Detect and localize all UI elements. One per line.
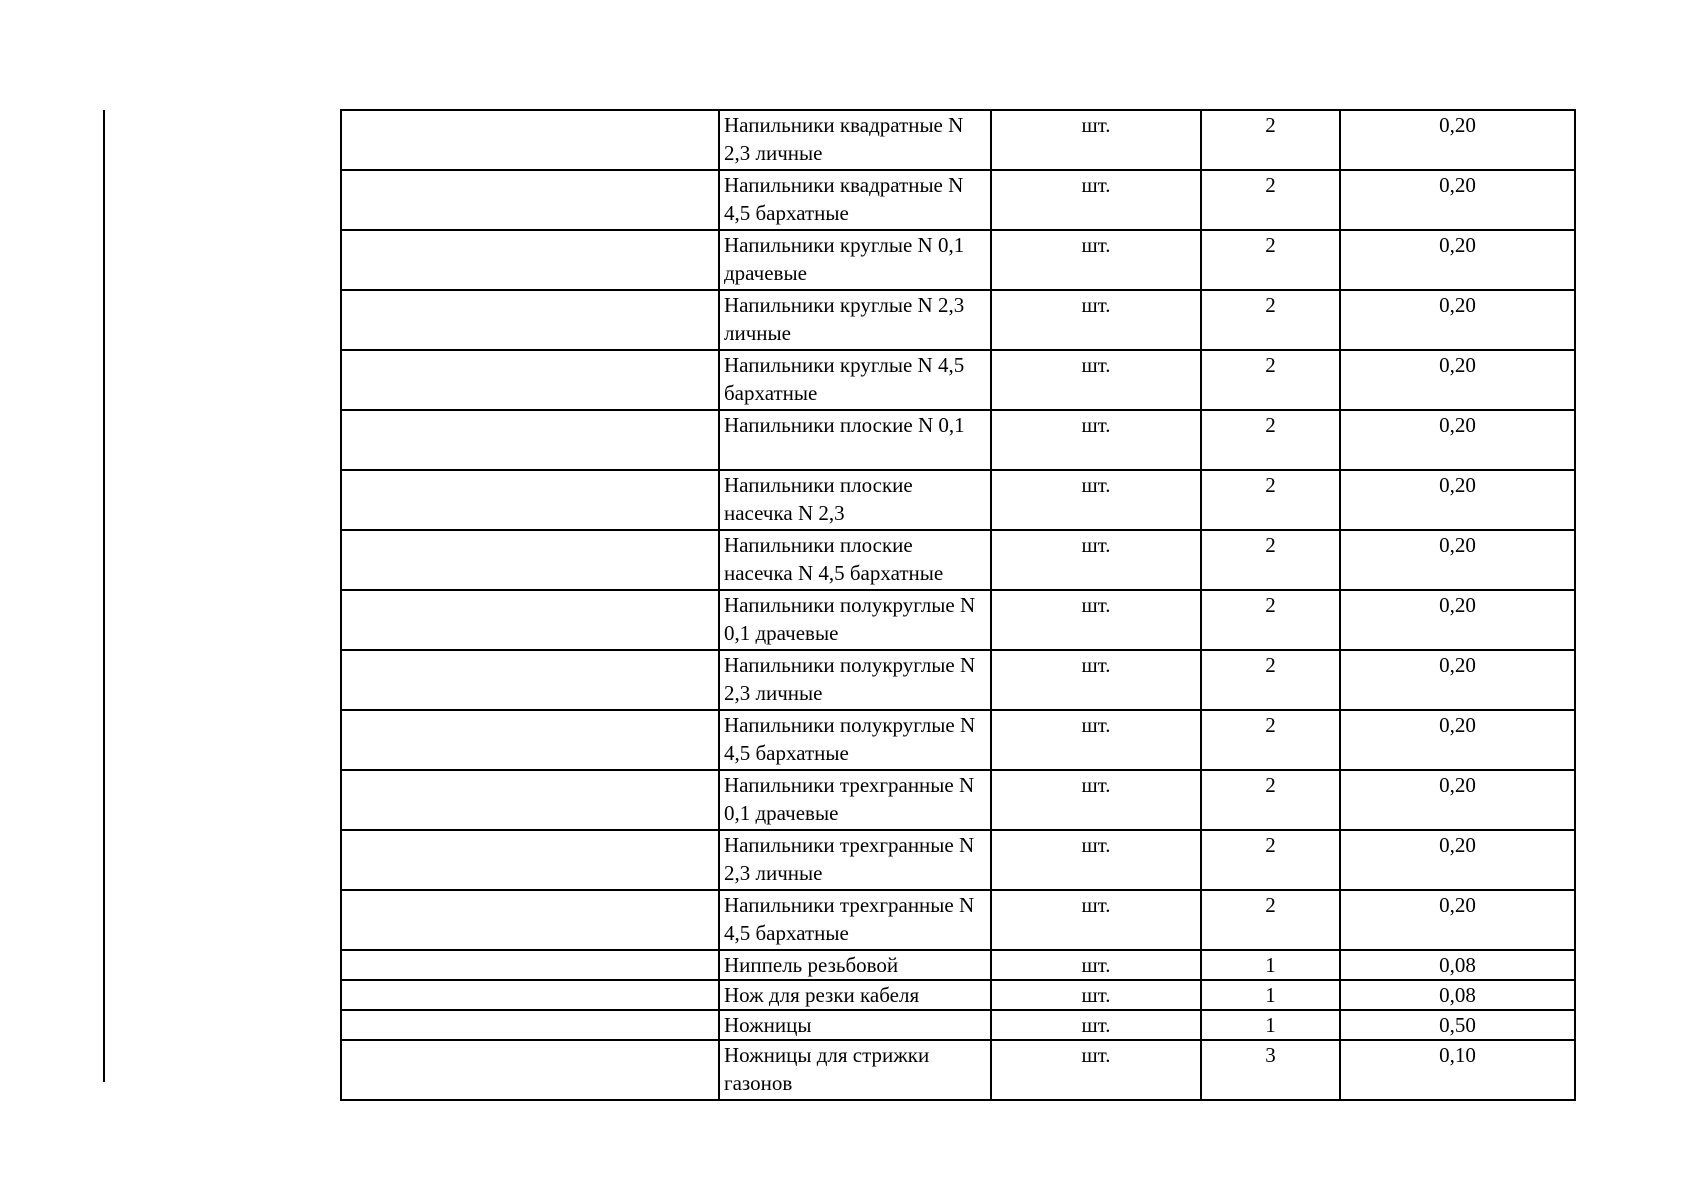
unit-cell: шт. xyxy=(991,350,1201,410)
quantity-cell: 1 xyxy=(1201,980,1340,1010)
unit-cell: шт. xyxy=(991,590,1201,650)
quantity-cell: 1 xyxy=(1201,950,1340,980)
quantity-cell: 2 xyxy=(1201,410,1340,470)
item-name-cell: Ножницы xyxy=(719,1010,991,1040)
blank-cell xyxy=(341,590,719,650)
blank-cell xyxy=(341,770,719,830)
blank-cell xyxy=(341,890,719,950)
inventory-table xyxy=(340,109,1576,1101)
table-row xyxy=(341,530,1575,590)
table-row xyxy=(341,410,1575,470)
unit-cell: шт. xyxy=(991,1040,1201,1100)
table-row xyxy=(341,650,1575,710)
blank-cell xyxy=(341,110,719,170)
item-name-cell: Напильники круглые N 2,3 личные xyxy=(719,290,991,350)
unit-cell: шт. xyxy=(991,110,1201,170)
table-row xyxy=(341,950,1575,980)
unit-cell: шт. xyxy=(991,890,1201,950)
value-cell: 0,20 xyxy=(1340,830,1575,890)
quantity-cell: 2 xyxy=(1201,230,1340,290)
left-margin-rule xyxy=(103,110,105,1082)
quantity-cell: 2 xyxy=(1201,890,1340,950)
blank-cell xyxy=(341,410,719,470)
item-name-cell: Напильники трехгранные N 2,3 личные xyxy=(719,830,991,890)
quantity-cell: 2 xyxy=(1201,830,1340,890)
blank-cell xyxy=(341,1010,719,1040)
item-name-cell: Напильники круглые N 4,5 бархатные xyxy=(719,350,991,410)
table-row xyxy=(341,290,1575,350)
unit-cell: шт. xyxy=(991,410,1201,470)
table-row xyxy=(341,230,1575,290)
value-cell: 0,20 xyxy=(1340,770,1575,830)
blank-cell xyxy=(341,230,719,290)
value-cell: 0,20 xyxy=(1340,170,1575,230)
value-cell: 0,20 xyxy=(1340,230,1575,290)
unit-cell: шт. xyxy=(991,530,1201,590)
item-name-cell: Напильники трехгранные N 4,5 бархатные xyxy=(719,890,991,950)
table-row xyxy=(341,110,1575,170)
blank-cell xyxy=(341,170,719,230)
table-row xyxy=(341,710,1575,770)
quantity-cell: 2 xyxy=(1201,110,1340,170)
table-row xyxy=(341,350,1575,410)
unit-cell: шт. xyxy=(991,290,1201,350)
quantity-cell: 2 xyxy=(1201,710,1340,770)
unit-cell: шт. xyxy=(991,710,1201,770)
blank-cell xyxy=(341,830,719,890)
value-cell: 0,20 xyxy=(1340,410,1575,470)
item-name-cell: Ножницы для стрижки газонов xyxy=(719,1040,991,1100)
value-cell: 0,20 xyxy=(1340,470,1575,530)
value-cell: 0,20 xyxy=(1340,650,1575,710)
item-name-cell: Напильники квадратные N 2,3 личные xyxy=(719,110,991,170)
quantity-cell: 2 xyxy=(1201,590,1340,650)
table-row xyxy=(341,1010,1575,1040)
value-cell: 0,20 xyxy=(1340,590,1575,650)
blank-cell xyxy=(341,710,719,770)
item-name-cell: Напильники квадратные N 4,5 бархатные xyxy=(719,170,991,230)
table-row xyxy=(341,170,1575,230)
value-cell: 0,50 xyxy=(1340,1010,1575,1040)
item-name-cell: Ниппель резьбовой xyxy=(719,950,991,980)
value-cell: 0,08 xyxy=(1340,980,1575,1010)
value-cell: 0,10 xyxy=(1340,1040,1575,1100)
value-cell: 0,20 xyxy=(1340,890,1575,950)
item-name-cell: Напильники полукруглые N 4,5 бархатные xyxy=(719,710,991,770)
item-name-cell: Напильники полукруглые N 0,1 драчевые xyxy=(719,590,991,650)
table-row xyxy=(341,830,1575,890)
unit-cell: шт. xyxy=(991,470,1201,530)
item-name-cell: Напильники трехгранные N 0,1 драчевые xyxy=(719,770,991,830)
unit-cell: шт. xyxy=(991,830,1201,890)
unit-cell: шт. xyxy=(991,980,1201,1010)
item-name-cell: Напильники полукруглые N 2,3 личные xyxy=(719,650,991,710)
unit-cell: шт. xyxy=(991,170,1201,230)
table-body xyxy=(341,110,1575,1100)
blank-cell xyxy=(341,1040,719,1100)
value-cell: 0,20 xyxy=(1340,530,1575,590)
quantity-cell: 2 xyxy=(1201,290,1340,350)
table-row xyxy=(341,890,1575,950)
value-cell: 0,20 xyxy=(1340,290,1575,350)
blank-cell xyxy=(341,650,719,710)
unit-cell: шт. xyxy=(991,1010,1201,1040)
quantity-cell: 3 xyxy=(1201,1040,1340,1100)
item-name-cell: Нож для резки кабеля xyxy=(719,980,991,1010)
quantity-cell: 1 xyxy=(1201,1010,1340,1040)
blank-cell xyxy=(341,470,719,530)
item-name-cell: Напильники круглые N 0,1 драчевые xyxy=(719,230,991,290)
quantity-cell: 2 xyxy=(1201,470,1340,530)
item-name-cell: Напильники плоские насечка N 2,3 xyxy=(719,470,991,530)
value-cell: 0,20 xyxy=(1340,110,1575,170)
table-row xyxy=(341,470,1575,530)
item-name-cell: Напильники плоские N 0,1 xyxy=(719,410,991,470)
quantity-cell: 2 xyxy=(1201,530,1340,590)
blank-cell xyxy=(341,950,719,980)
blank-cell xyxy=(341,530,719,590)
blank-cell xyxy=(341,290,719,350)
value-cell: 0,20 xyxy=(1340,350,1575,410)
blank-cell xyxy=(341,350,719,410)
quantity-cell: 2 xyxy=(1201,170,1340,230)
table-row xyxy=(341,1040,1575,1100)
item-name-cell: Напильники плоские насечка N 4,5 бархатные xyxy=(719,530,991,590)
table-row xyxy=(341,980,1575,1010)
value-cell: 0,08 xyxy=(1340,950,1575,980)
unit-cell: шт. xyxy=(991,650,1201,710)
table-row xyxy=(341,590,1575,650)
blank-cell xyxy=(341,980,719,1010)
table-row xyxy=(341,770,1575,830)
unit-cell: шт. xyxy=(991,770,1201,830)
unit-cell: шт. xyxy=(991,230,1201,290)
value-cell: 0,20 xyxy=(1340,710,1575,770)
unit-cell: шт. xyxy=(991,950,1201,980)
quantity-cell: 2 xyxy=(1201,650,1340,710)
quantity-cell: 2 xyxy=(1201,770,1340,830)
quantity-cell: 2 xyxy=(1201,350,1340,410)
